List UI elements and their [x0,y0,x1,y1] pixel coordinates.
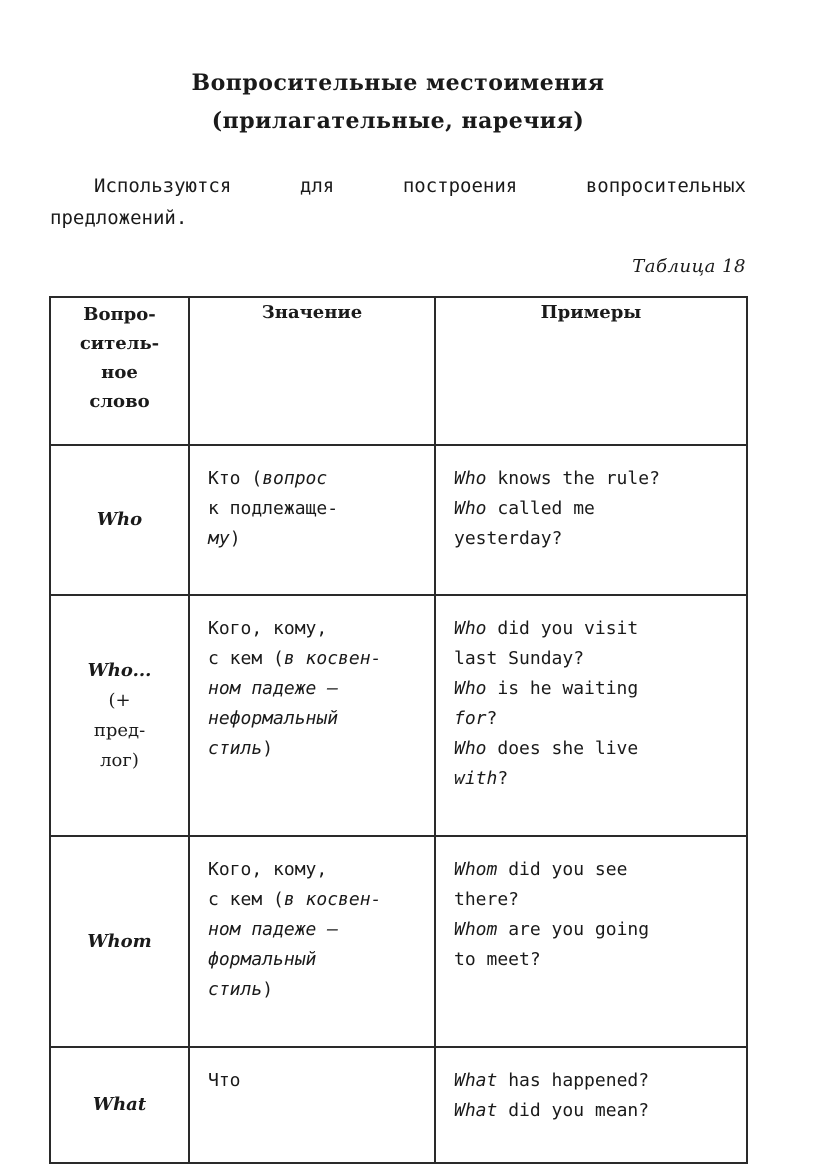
cell-line [454,1096,746,1126]
intro-paragraph [50,170,746,234]
question-word: What [92,1094,147,1115]
cell-line [454,1066,746,1096]
examples-cell [435,445,747,595]
italic-segment: Who [454,468,487,489]
meaning-cell [189,1047,435,1163]
examples-cell [435,1047,747,1163]
examples-cell [435,836,747,1047]
cell-line [208,915,434,945]
cell-line [454,855,746,885]
table-row [50,1047,747,1163]
italic-segment: Who [454,498,487,519]
text-segment: are you going [497,919,650,940]
text-segment: к подлежаще- [208,498,339,519]
table-row [50,445,747,595]
text-segment: стиль [208,738,263,759]
italic-segment: Who [454,738,487,759]
italic-segment: Who [454,678,487,699]
text-segment: did you see [497,859,628,880]
cell-line [208,975,434,1005]
cell-line [454,614,746,644]
table-caption: Таблица 18 [632,256,746,277]
meaning-cell [189,595,435,836]
question-word-cell [50,595,189,836]
italic-segment: ) [229,528,241,549]
word-note-line: лог) [100,749,139,771]
text-segment: Кого, кому, [208,859,328,880]
text-segment: с кем ( [208,648,284,669]
text-segment: did you visit [486,618,639,639]
intro-line-1 [50,170,746,202]
cell-line [208,674,434,704]
header-examples: Примеры [435,297,747,445]
text-segment: yesterday? [454,528,563,549]
cell-line [454,885,746,915]
cell-line [454,524,746,554]
cell-line [454,644,746,674]
cell-line [208,1066,434,1096]
text-segment: ? [497,768,509,789]
italic-segment: with [454,768,498,789]
text-segment: does she live [486,738,639,759]
cell-line [208,494,434,524]
header-meaning: Значение [189,297,435,445]
cell-line [454,464,746,494]
text-segment: формальный [208,949,317,970]
italic-segment: What [454,1100,498,1121]
table-row [50,836,747,1047]
text-segment: ? [486,708,498,729]
question-word: Whom [87,930,152,952]
italic-segment: в косвен- [283,889,382,910]
italic-segment: Whom [454,919,498,940]
cell-line [208,524,434,554]
cell-line [454,704,746,734]
pronoun-table [49,296,748,1164]
question-word: Who... [87,659,152,681]
cell-line [208,945,434,975]
cell-line [454,915,746,945]
header-line: слово [89,391,150,412]
text-segment: to meet? [454,949,541,970]
text-segment: has happened? [497,1070,650,1091]
intro-word: вопросительных [585,175,746,197]
text-segment: there? [454,889,520,910]
italic-segment: Whom [454,859,498,880]
text-segment: last Sunday? [454,648,585,669]
intro-line-2: предложений. [50,207,188,229]
title-line-1: Вопросительные местоимения [191,70,605,96]
text-segment: is he waiting [486,678,639,699]
italic-segment: What [454,1070,498,1091]
italic-segment: ) [262,979,274,1000]
text-segment: неформальный [208,708,339,729]
text-segment: ном падеже — [208,919,339,940]
table-header-row [50,297,747,445]
meaning-cell [189,445,435,595]
word-note-line: пред- [93,719,146,741]
question-word: Who [96,509,143,530]
cell-line [208,614,434,644]
text-segment: Что [208,1070,241,1091]
cell-line [208,704,434,734]
examples-cell [435,595,747,836]
cell-line [454,674,746,704]
header-question-word [50,297,189,445]
cell-line [208,464,434,494]
intro-word: Используются [94,175,232,197]
text-segment: ном падеже — [208,678,339,699]
italic-segment: вопрос [262,468,328,489]
cell-line [208,855,434,885]
text-segment: с кем ( [208,889,284,910]
text-segment: called me [486,498,595,519]
cell-line [208,885,434,915]
text-segment: did you mean? [497,1100,650,1121]
text-segment: Кто ( [208,468,263,489]
cell-line [454,764,746,794]
text-segment: Кого, кому, [208,618,328,639]
cell-line [454,734,746,764]
header-line: ситель- [79,333,160,354]
text-segment: knows the rule? [486,468,660,489]
word-note-line: (+ [108,689,131,711]
header-line: Вопро- [83,304,156,325]
text-segment: му [208,528,230,549]
question-word-cell [50,836,189,1047]
italic-segment: Who [454,618,487,639]
italic-segment: for [454,708,487,729]
page-title [0,64,796,140]
cell-line [208,734,434,764]
question-word-cell [50,445,189,595]
cell-line [208,644,434,674]
title-line-2: (прилагательные, наречия) [211,108,585,134]
meaning-cell [189,836,435,1047]
italic-segment: в косвен- [283,648,382,669]
table-row [50,595,747,836]
italic-segment: ) [262,738,274,759]
header-line: ное [101,362,138,383]
intro-word: для [299,175,335,197]
question-word-cell [50,1047,189,1163]
cell-line [454,494,746,524]
text-segment: стиль [208,979,263,1000]
intro-word: построения [402,175,518,197]
cell-line [454,945,746,975]
